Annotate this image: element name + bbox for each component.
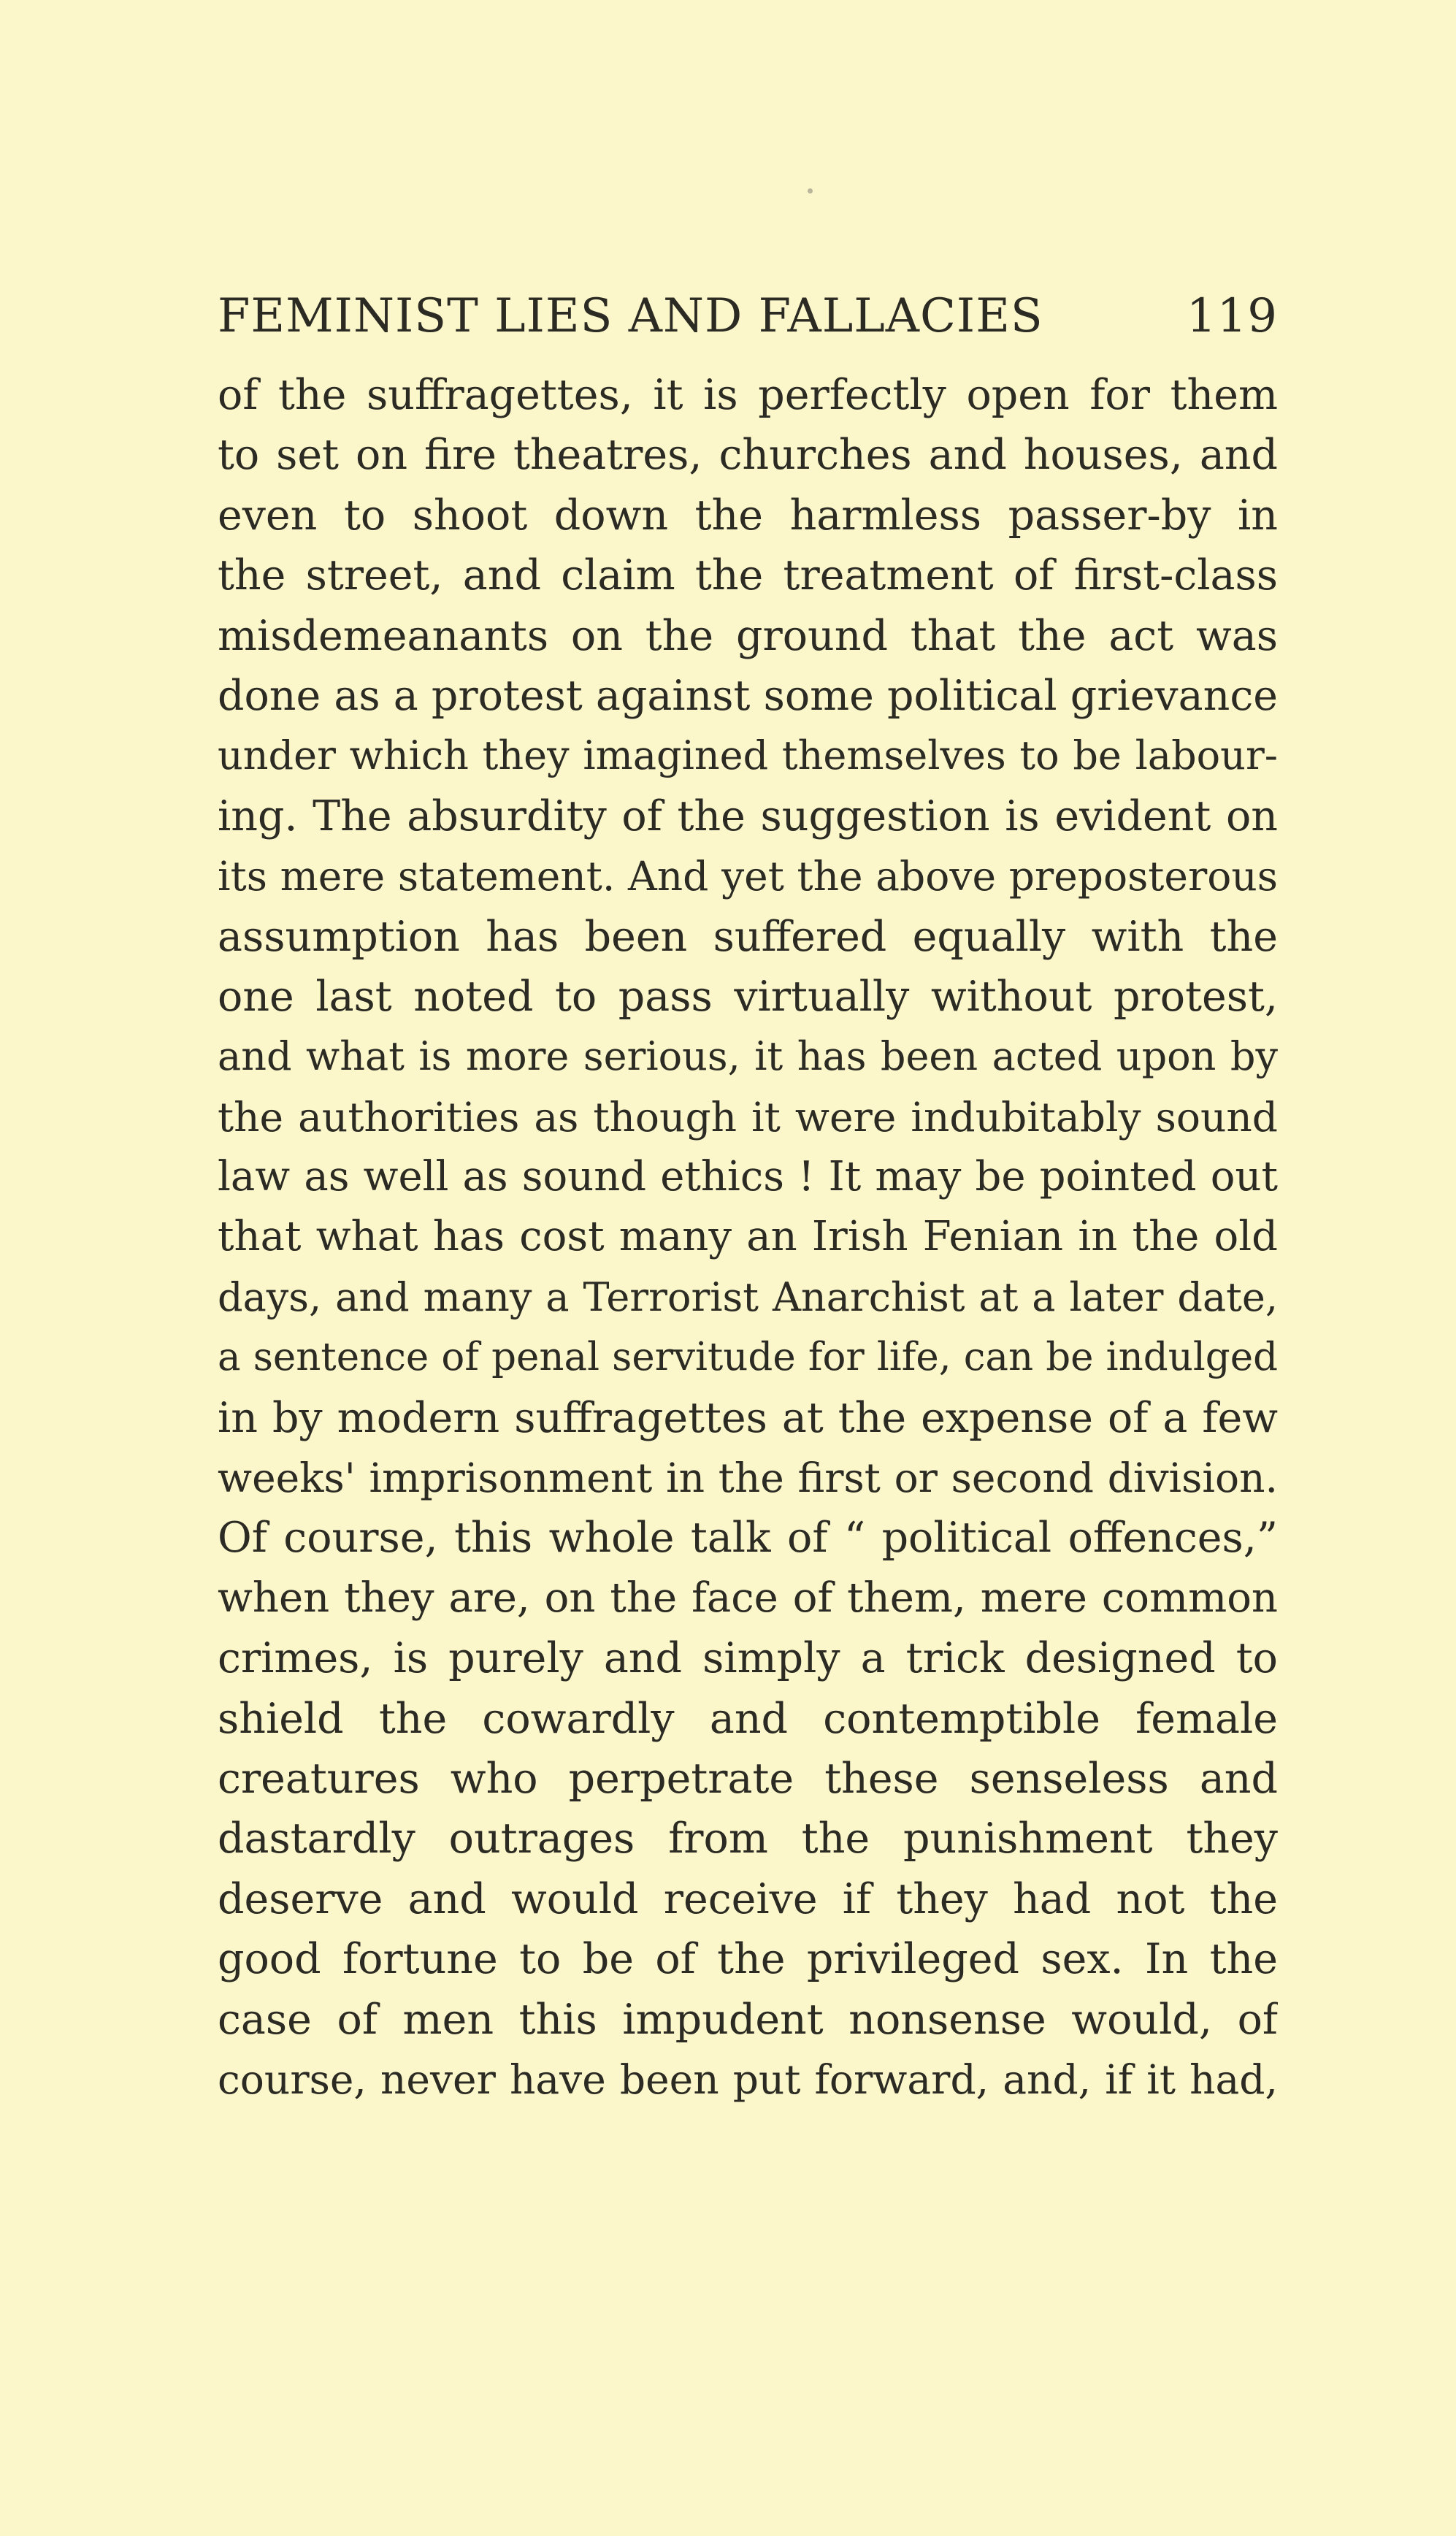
text-line: the authorities as though it were indubitably sound [218, 1093, 1278, 1141]
text-line: course, never have been put forward, and, if it had, [218, 2056, 1278, 2103]
running-head [218, 276, 1278, 356]
text-line: shield the cowardly and contemptible female [218, 1694, 1278, 1743]
text-line: in by modern suffragettes at the expense of a few [218, 1393, 1278, 1442]
text-line: crimes, is purely and simply a trick designed to [218, 1634, 1278, 1683]
text-line: case of men this impudent nonsense would, of [218, 1995, 1278, 2044]
text-line: that what has cost many an Irish Fenian in the old [218, 1213, 1278, 1261]
text-line: to set on fire theatres, churches and houses, and [218, 431, 1278, 480]
text-line: weeks' imprisonment in the first or second division. [218, 1455, 1278, 1502]
text-line: a sentence of penal servitude for life, can be indulged [218, 1335, 1278, 1380]
text-line: under which they imagined themselves to be labour- [218, 732, 1278, 779]
text-line: ing. The absurdity of the suggestion is evident on [218, 792, 1278, 840]
text-line: creatures who perpetrate these senseless and [218, 1754, 1278, 1803]
text-line: even to shoot down the harmless passer-by in [218, 491, 1278, 540]
text-line: dastardly outrages from the punishment they [218, 1815, 1278, 1863]
text-line: and what is more serious, it has been acted upon by [218, 1033, 1278, 1080]
body-text [218, 365, 1278, 2110]
text-line: assumption has been suffered equally with the [218, 912, 1278, 961]
text-line: good fortune to be of the privileged sex. In the [218, 1935, 1278, 1984]
text-line: one last noted to pass virtually without protest, [218, 972, 1278, 1021]
text-line: Of course, this whole talk of “ political offences,” [218, 1514, 1278, 1563]
text-line: its mere statement. And yet the above preposterous [218, 853, 1278, 900]
page-number: 119 [1186, 289, 1278, 343]
text-line: days, and many a Terrorist Anarchist at a later date, [218, 1273, 1278, 1320]
text-line: misdemeanants on the ground that the act was [218, 611, 1278, 660]
text-line: law as well as sound ethics ! It may be pointed out [218, 1153, 1278, 1201]
text-line: done as a protest against some political grievance [218, 671, 1278, 720]
text-line: the street, and claim the treatment of first-class [218, 551, 1278, 600]
running-head-title: FEMINIST LIES AND FALLACIES [218, 289, 1043, 343]
text-line: deserve and would receive if they had not the [218, 1874, 1278, 1923]
text-line: of the suffragettes, it is perfectly open for them [218, 371, 1278, 419]
paper-speck [808, 188, 813, 194]
text-line: when they are, on the face of them, mere common [218, 1574, 1278, 1622]
